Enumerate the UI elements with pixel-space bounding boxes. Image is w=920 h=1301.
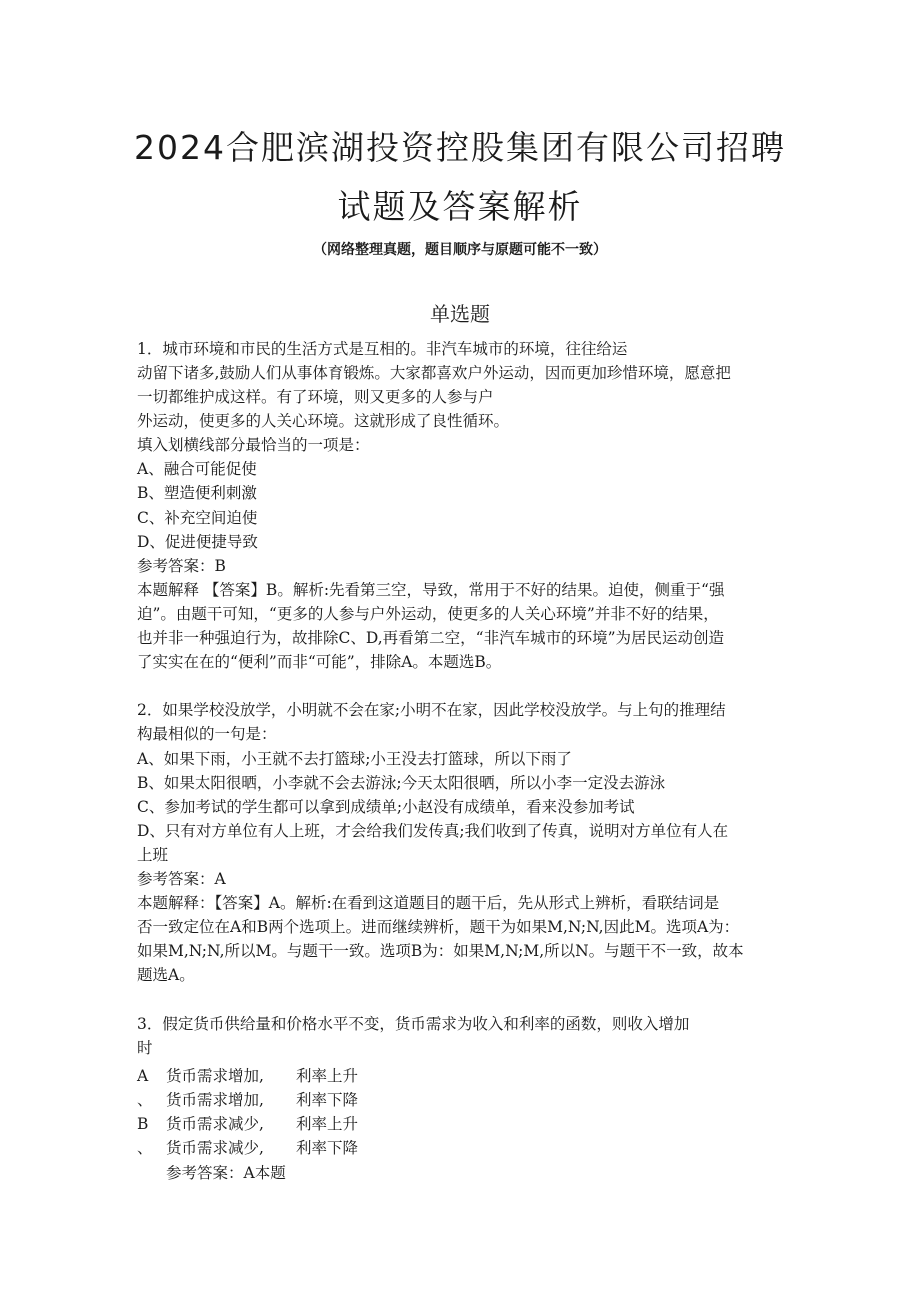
q1-explanation: 本题解释 【答案】B。解析:先看第三空，导致，常用于不好的结果。迫使，侧重于“强 — [137, 581, 725, 599]
q2-answer: 参考答案：A — [137, 870, 226, 888]
document-subtitle: （网络整理真题，题目顺序与原题可能不一致） — [313, 242, 607, 258]
q3-option-rate: 利率下降 — [296, 1139, 359, 1157]
q2-line: 2．如果学校没放学，小明就不会在家;小明不在家，因此学校没放学。与上句的推理结 — [137, 701, 726, 719]
q2-explanation: 如果M,N;N,所以M。与题干一致。选项B为：如果M,N;M,所以N。与题干不一致，故本 — [137, 942, 744, 960]
q1-option: B、塑造便利刺激 — [137, 484, 257, 502]
q3-left-mark: A — [137, 1067, 149, 1085]
q2-explanation: 题选A。 — [137, 966, 195, 984]
q1-option: C、补充空间迫使 — [137, 509, 258, 527]
document-title: 2024合肥滨湖投资控股集团有限公司招聘 — [134, 128, 786, 167]
q3-stem: 时 — [137, 1039, 153, 1057]
q1-answer: 参考答案：B — [137, 557, 226, 575]
q3-option-text: 货币需求增加, — [166, 1067, 264, 1085]
q1-line: 填入划横线部分最恰当的一项是： — [137, 436, 370, 454]
q3-option-text: 货币需求减少, — [166, 1115, 264, 1133]
q1-line: 一切都维护成这样。有了环境，则又更多的人参与户 — [137, 388, 494, 406]
q3-stem: 3．假定货币供给量和价格水平不变，货币需求为收入和利率的函数，则收入增加 — [137, 1015, 690, 1033]
q1-line: 动留下诸多,鼓励人们从事体育锻炼。大家都喜欢户外运动，因而更加珍惜环境，愿意把 — [137, 364, 731, 382]
section-title: 单选题 — [430, 302, 490, 326]
q3-option-text: 货币需求增加, — [166, 1091, 264, 1109]
q3-left-mark: B — [137, 1115, 149, 1133]
q1-option: D、促进便捷导致 — [137, 533, 258, 551]
q2-option: C、参加考试的学生都可以拿到成绩单;小赵没有成绩单，看来没参加考试 — [137, 798, 635, 816]
q2-explanation: 本题解释：【答案】A。解析:在看到这道题目的题干后，先从形式上辨析，看联结词是 — [137, 894, 720, 912]
q3-option-rate: 利率上升 — [296, 1067, 359, 1085]
q1-line: 外运动，使更多的人关心环境。这就形成了良性循环。 — [137, 412, 510, 430]
q2-explanation: 否一致定位在A和B两个选项上。进而继续辨析，题干为如果M,N;N,因此M。选项A为： — [137, 918, 740, 936]
q3-option-rate: 利率下降 — [296, 1091, 359, 1109]
document-title-line2: 试题及答案解析 — [337, 187, 583, 226]
q2-option: 上班 — [137, 846, 169, 864]
q2-option: A、如果下雨，小王就不去打篮球;小王没去打篮球，所以下雨了 — [137, 750, 572, 768]
q3-option-text: 货币需求减少, — [166, 1139, 264, 1157]
q3-left-mark: 、 — [137, 1091, 153, 1109]
q2-line: 构最相似的一句是： — [137, 725, 277, 743]
q1-option: A、融合可能促使 — [137, 460, 257, 478]
q2-option: B、如果太阳很晒，小李就不会去游泳;今天太阳很晒，所以小李一定没去游泳 — [137, 774, 666, 792]
q2-option: D、只有对方单位有人上班，才会给我们发传真;我们收到了传真，说明对方单位有人在 — [137, 822, 729, 840]
q1-line: 1．城市环境和市民的生活方式是互相的。非汽车城市的环境，往往给运 — [137, 340, 628, 358]
q3-answer: 参考答案：A本题 — [166, 1164, 286, 1182]
q3-option-rate: 利率上升 — [296, 1115, 359, 1133]
q1-explanation: 也并非一种强迫行为，故排除C、D,再看第二空，“非汽车城市的环境”为居民运动创造 — [137, 629, 725, 647]
q1-explanation: 了实实在在的“便利”而非“可能”，排除A。本题选B。 — [137, 653, 502, 671]
q3-left-mark: 、 — [137, 1139, 153, 1157]
q1-explanation: 迫”。由题干可知，“更多的人参与户外运动，使更多的人关心环境”并非不好的结果， — [137, 605, 719, 623]
